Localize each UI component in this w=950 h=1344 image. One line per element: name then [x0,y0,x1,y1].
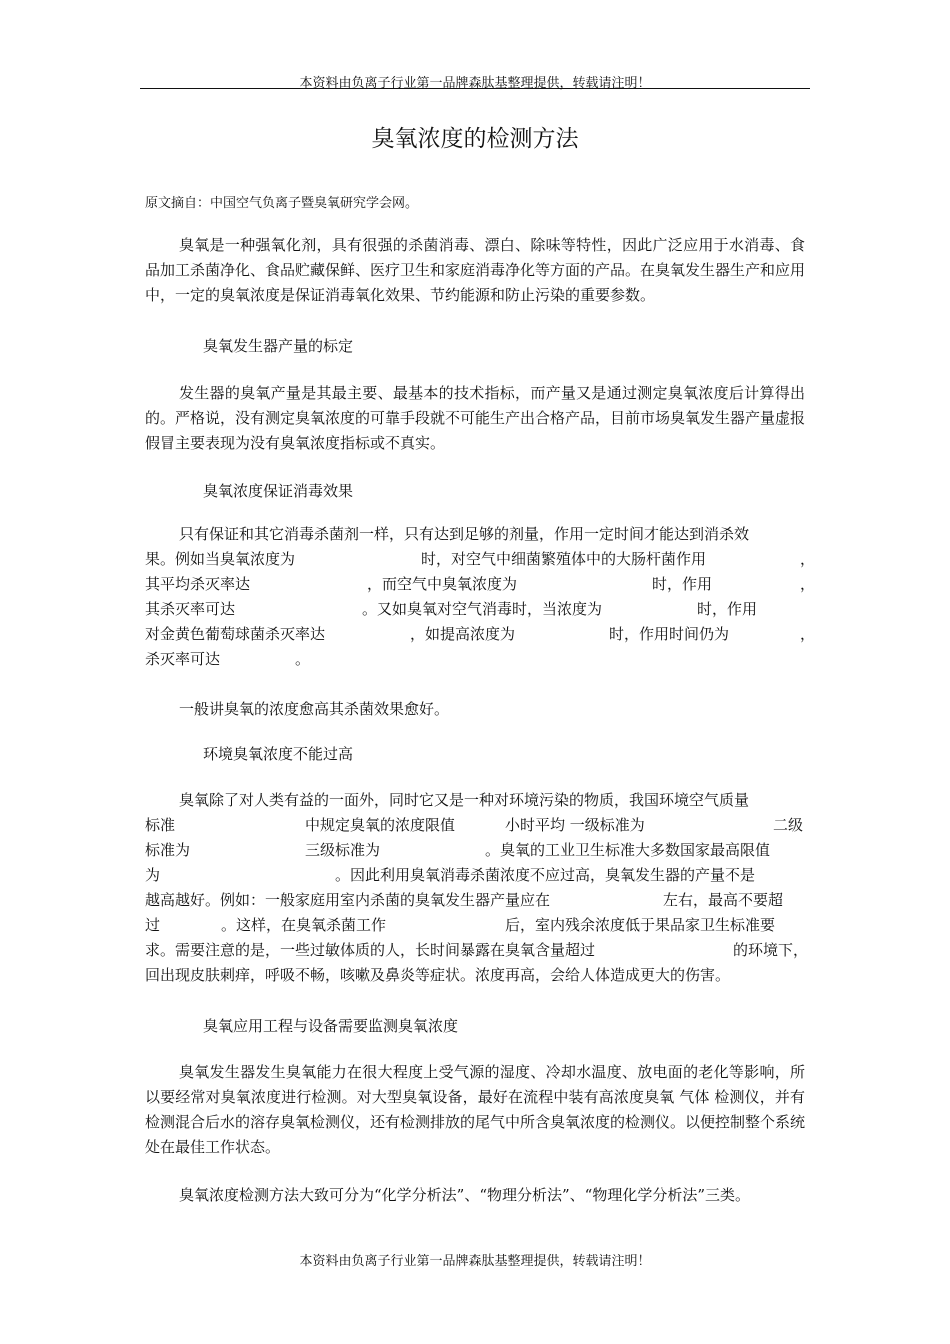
paragraph-output: 发生器的臭氧产量是其最主要、最基本的技术指标，而产量又是通过测定臭氧浓度后计算得出的。严格说，没有测定臭氧浓度的可靠手段就不可能生产出合格产品，目前市场臭氧发生器产量虚报假冒主要表现为没有臭氧浓度指标或不真实。 [145,384,806,452]
source-note: 原文摘自：中国空气负离子暨臭氧研究学会网。 [145,196,419,211]
text-line: ， [800,625,816,643]
text-line: 为 [145,866,161,884]
text-line: 时，作用时间仍为 [609,625,730,643]
text-line: 只有保证和其它消毒杀菌剂一样，只有达到足够的剂量，作用一定时间才能达到消杀效 [179,525,750,543]
text-line: 左右，最高不要超 [663,891,784,909]
text-line: ，如提高浓度为 [410,625,516,643]
text-line: ，而空气中臭氧浓度为 [367,575,518,593]
paragraph-monitoring: 臭氧发生器发生臭氧能力在很大程度上受气源的湿度、冷却水温度、放电面的老化等影响，所以要经常对臭氧浓度进行检测。对大型臭氧设备，最好在流程中装有高浓度臭氧 气体 检测仪，并有检测混合后水的溶存臭氧检测仪，还有检测排放的尾气中所含臭氧浓度的检测仪。以便控制整个系统处在最佳工作状态。 [145,1063,806,1156]
text-line: 三级标准为 [305,841,381,859]
text-line: 标准 [145,816,176,834]
text-line: 回出现皮肤刺痒，呼吸不畅，咳嗽及鼻炎等症状。浓度再高，会给人体造成更大的伤害。 [145,966,731,984]
text-line: 其平均杀灭率达 [145,575,251,593]
text-line: 中规定臭氧的浓度限值 [305,816,456,834]
paragraph-environment [145,789,810,989]
section-heading-disinfection: 臭氧浓度保证消毒效果 [203,482,354,500]
paragraph-general: 一般讲臭氧的浓度愈高其杀菌效果愈好。 [179,700,450,718]
page-footer: 本资料由负离子行业第一品牌森肽基整理提供，转载请注明！ [299,1254,651,1269]
text-line: 时，作用 [652,575,713,593]
text-line: 二级 [773,816,804,834]
text-line: 小时平均 一级标准为 [505,816,645,834]
text-line: 后，室内残余浓度低于果品家卫生标准要 [505,916,776,934]
document-title: 臭氧浓度的检测方法 [371,126,579,152]
text-line: 。这样，在臭氧杀菌工作 [221,916,387,934]
text-line: 过 [145,916,161,934]
text-line: 对金黄色葡萄球菌杀灭率达 [145,625,326,643]
section-heading-output: 臭氧发生器产量的标定 [203,337,354,355]
text-line: 杀灭率可达 [145,650,221,668]
text-line: 。 [295,650,311,668]
paragraph-disinfection [145,523,816,673]
text-line: 标准为 [145,841,191,859]
text-line: ， [800,550,816,568]
text-line: 臭氧除了对人类有益的一面外，同时它又是一种对环境污染的物质，我国环境空气质量 [179,791,750,809]
text-line: 。因此利用臭氧消毒杀菌浓度不应过高，臭氧发生器的产量不是 [335,866,756,884]
section-heading-environment: 环境臭氧浓度不能过高 [203,745,354,763]
text-line: 果。例如当臭氧浓度为 [145,550,296,568]
page-header: 本资料由负离子行业第一品牌森肽基整理提供，转载请注明！ [299,76,651,91]
section-heading-monitoring: 臭氧应用工程与设备需要监测臭氧浓度 [203,1017,459,1035]
text-line: 时，对空气中细菌繁殖体中的大肠杆菌作用 [421,550,707,568]
text-line: 。臭氧的工业卫生标准大多数国家最高限值 [485,841,771,859]
header-rule [140,88,810,89]
text-line: 求。需要注意的是，一些过敏体质的人，长时间暴露在臭氧含量超过 [145,941,596,959]
text-line: 。又如臭氧对空气消毒时，当浓度为 [362,600,603,618]
text-line: 时，作用 [697,600,758,618]
text-line: 的环境下， [733,941,809,959]
text-line: 越高越好。例如：一般家庭用室内杀菌的臭氧发生器产量应在 [145,891,551,909]
text-line: ， [800,575,816,593]
paragraph-methods: 臭氧浓度检测方法大致可分为“化学分析法”、“物理分析法”、“物理化学分析法”三类。 [179,1186,751,1204]
text-line: 其杀灭率可达 [145,600,236,618]
paragraph-intro: 臭氧是一种强氧化剂，具有很强的杀菌消毒、漂白、除味等特性，因此广泛应用于水消毒、食品加工杀菌净化、食品贮藏保鲜、医疗卫生和家庭消毒净化等方面的产品。在臭氧发生器生产和应用中，一定的臭氧浓度是保证消毒氧化效果、节约能源和防止污染的重要参数。 [145,236,806,304]
